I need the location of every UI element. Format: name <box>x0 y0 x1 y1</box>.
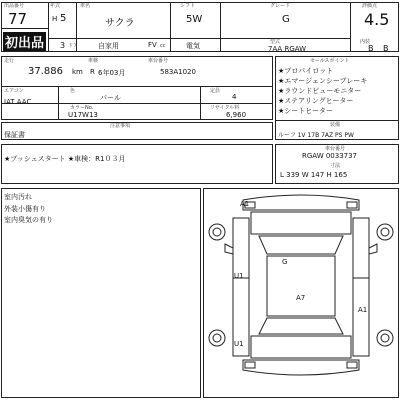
options-label: セールスポイント <box>310 58 350 64</box>
aircon-label: エアコン <box>4 88 24 94</box>
warranty: 保証書 <box>4 131 25 139</box>
vin: RGAW 0033737 <box>302 152 358 160</box>
price: 6,960 <box>226 111 247 119</box>
equip-label: 装備 <box>330 122 341 128</box>
mark-a1-right: A1 <box>358 306 368 314</box>
lot-label: 出品番号 <box>4 3 25 9</box>
fuel: FV <box>148 41 157 49</box>
year-prefix: H <box>52 15 58 23</box>
status-badge: 初出品 <box>3 32 46 51</box>
color-label: 色 <box>70 88 76 94</box>
inspection-value: 6年03月 <box>98 69 126 77</box>
doors: 3 <box>60 41 66 50</box>
car-diagram <box>203 188 399 398</box>
grade: G <box>282 14 290 25</box>
note-frame <box>1 122 273 140</box>
option-item-2: ★エマージェンシーブレーキ <box>278 77 368 85</box>
mark-u1-bottom: U1 <box>234 340 244 348</box>
vin-label: 車台番号 <box>325 146 346 152</box>
seats: 4 <box>232 93 237 101</box>
mark-u1: U1 <box>234 272 244 280</box>
lot-number: 77 <box>8 10 28 28</box>
option-item-3: ★ラウンドビューモニター <box>278 87 362 95</box>
exterior-score: B <box>383 44 389 53</box>
inspector-line-3: 室内臭気の有り <box>4 216 53 224</box>
inspector-line-1: 室内汚れ <box>4 193 32 201</box>
mark-a7: A7 <box>296 294 306 302</box>
price-label: リサイクル料 <box>210 105 240 111</box>
dims: L 339 W 147 H 165 <box>280 171 348 179</box>
mileage-unit: km <box>72 68 83 76</box>
maker-label: 車名 <box>80 3 91 9</box>
equipment: ルーフ 1V 17B 7AZ PS PW <box>278 132 354 139</box>
mark-a1-top: A1 <box>240 200 250 208</box>
option-item-1: ★プロパイロット <box>278 67 334 75</box>
interior-label: 内装 <box>360 39 371 45</box>
fuel-unit: cc <box>160 43 166 49</box>
score-label: 評価点 <box>362 3 378 9</box>
color-code: U17W13 <box>68 111 98 119</box>
mark-g: G <box>282 258 288 266</box>
remarks-text: ★プッシュスタート ★車検：R1０３月 <box>4 155 126 163</box>
inspection-label: 車検 <box>88 58 99 64</box>
inspection-prefix: R <box>90 68 95 76</box>
interior-score: B <box>368 44 374 53</box>
chassis: 583A1020 <box>160 68 196 76</box>
shift-label: シフト <box>180 3 196 9</box>
use: 自家用 <box>98 42 119 50</box>
door-label: ドア <box>68 43 78 49</box>
model: 7AA RGAW <box>268 45 307 53</box>
chassis-label: 車台番号 <box>148 58 169 64</box>
car-name: サクラ <box>105 18 135 29</box>
dims-label: 寸法 <box>330 163 341 169</box>
color: パール <box>100 94 121 102</box>
color-code-label: カラーNo. <box>70 105 94 111</box>
option-item-5: ★シートヒーター <box>278 107 333 115</box>
seats-label: 定員 <box>210 88 221 94</box>
grade-code: 5W <box>186 14 203 25</box>
note-label: 注意事項 <box>110 123 131 129</box>
remarks-frame <box>1 144 273 184</box>
mileage-label: 走行 <box>4 58 15 64</box>
transmission: IAT AAC <box>4 98 32 106</box>
grade-label: グレード <box>270 3 291 9</box>
inspector-line-2: 外装小傷有り <box>4 205 46 213</box>
option-item-4: ★ステアリングヒーター <box>278 97 354 105</box>
score: 4.5 <box>364 10 390 29</box>
year-value: 5 <box>60 13 67 24</box>
year-label: 年式 <box>50 3 61 9</box>
mileage: 37.886 <box>28 66 63 77</box>
model-label: 型式 <box>270 39 281 45</box>
fuel-type: 電気 <box>186 42 200 50</box>
